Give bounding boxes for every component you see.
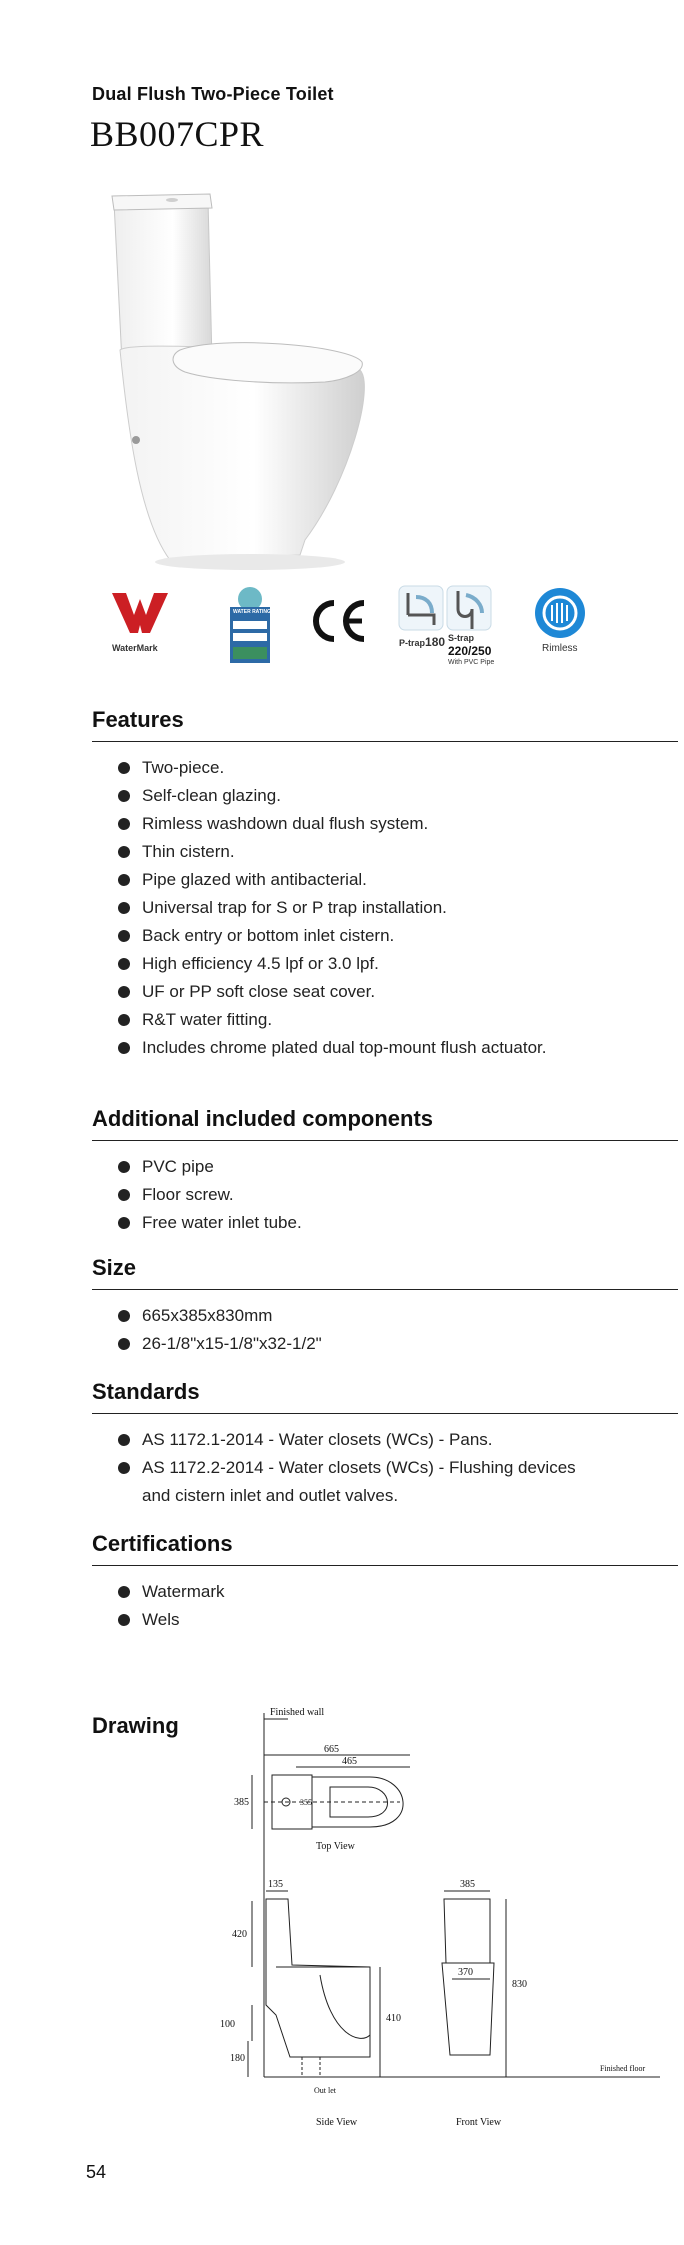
dim-385-top: 385 bbox=[234, 1797, 249, 1808]
dim-180: 180 bbox=[230, 2053, 245, 2064]
standards-section bbox=[92, 1379, 678, 1510]
size-heading: Size bbox=[92, 1255, 678, 1290]
dim-355: 355 bbox=[300, 1798, 312, 1807]
front-view-label: Front View bbox=[456, 2117, 502, 2128]
dim-465: 465 bbox=[342, 1756, 357, 1767]
list-item: AS 1172.1-2014 - Water closets (WCs) - Pans. bbox=[92, 1426, 678, 1454]
list-item: PVC pipe bbox=[92, 1153, 678, 1181]
certifications-list bbox=[92, 1578, 678, 1634]
list-item: Free water inlet tube. bbox=[92, 1209, 678, 1237]
dim-420: 420 bbox=[232, 1929, 247, 1940]
components-list bbox=[92, 1153, 678, 1237]
p-trap-label: P-trap180 bbox=[399, 635, 446, 649]
product-image bbox=[100, 190, 390, 580]
model-number: BB007CPR bbox=[90, 114, 265, 154]
wels-rating-icon bbox=[228, 585, 272, 665]
dim-410: 410 bbox=[386, 2013, 401, 2024]
drawing-heading: Drawing bbox=[92, 1713, 179, 1738]
list-item: Universal trap for S or P trap installation. bbox=[92, 894, 678, 922]
list-item: 26-1/8"x15-1/8"x32-1/2" bbox=[92, 1330, 678, 1358]
standards-heading: Standards bbox=[92, 1379, 678, 1414]
size-section bbox=[92, 1255, 678, 1358]
finished-wall-label: Finished wall bbox=[270, 1707, 325, 1718]
list-item: Thin cistern. bbox=[92, 838, 678, 866]
dim-370: 370 bbox=[458, 1967, 473, 1978]
features-list bbox=[92, 754, 678, 1062]
side-view-label: Side View bbox=[316, 2117, 358, 2128]
components-section bbox=[92, 1106, 678, 1237]
list-item: Floor screw. bbox=[92, 1181, 678, 1209]
list-item-continuation: and cistern inlet and outlet valves. bbox=[142, 1486, 399, 1505]
dim-665: 665 bbox=[324, 1744, 339, 1755]
ce-mark-icon bbox=[306, 597, 368, 645]
certification-icons bbox=[110, 585, 610, 685]
size-list bbox=[92, 1302, 678, 1358]
s-trap-note: With PVC Pipe bbox=[448, 659, 495, 666]
list-item: Self-clean glazing. bbox=[92, 782, 678, 810]
product-subtitle: Dual Flush Two-Piece Toilet bbox=[92, 84, 334, 104]
watermark-label: WaterMark bbox=[112, 643, 158, 653]
rimless-icon bbox=[534, 587, 586, 639]
s-trap-icon bbox=[446, 585, 492, 631]
technical-drawing bbox=[220, 1705, 680, 2155]
list-item: UF or PP soft close seat cover. bbox=[92, 978, 678, 1006]
dim-385-front: 385 bbox=[460, 1879, 475, 1890]
list-item: 665x385x830mm bbox=[92, 1302, 678, 1330]
p-trap-icon bbox=[398, 585, 444, 631]
list-item: AS 1172.2-2014 - Water closets (WCs) - Flushing devices bbox=[92, 1454, 678, 1482]
features-heading: Features bbox=[92, 707, 678, 742]
components-heading: Additional included components bbox=[92, 1106, 678, 1141]
s-trap-value: 220/250 bbox=[448, 644, 492, 658]
s-trap-label: S-trap bbox=[448, 633, 475, 643]
dim-100: 100 bbox=[220, 2019, 235, 2030]
list-item: R&T water fitting. bbox=[92, 1006, 678, 1034]
features-section bbox=[92, 707, 678, 1062]
list-item: Two-piece. bbox=[92, 754, 678, 782]
list-item: Includes chrome plated dual top-mount flush actuator. bbox=[92, 1034, 678, 1062]
certifications-section bbox=[92, 1531, 678, 1634]
list-item: High efficiency 4.5 lpf or 3.0 lpf. bbox=[92, 950, 678, 978]
list-item: Watermark bbox=[92, 1578, 678, 1606]
list-item: Wels bbox=[92, 1606, 678, 1634]
top-view-label: Top View bbox=[316, 1841, 355, 1852]
page-number: 54 bbox=[86, 2162, 107, 2182]
standards-list bbox=[92, 1426, 678, 1510]
dim-135: 135 bbox=[268, 1879, 283, 1890]
wels-label: WATER RATING bbox=[233, 609, 271, 615]
watermark-logo-icon bbox=[110, 585, 170, 641]
list-item: Back entry or bottom inlet cistern. bbox=[92, 922, 678, 950]
certifications-heading: Certifications bbox=[92, 1531, 678, 1566]
finished-floor-label: Finished floor bbox=[600, 2064, 646, 2073]
rimless-label: Rimless bbox=[542, 643, 578, 654]
outlet-label: Out let bbox=[314, 2086, 336, 2095]
list-item: Pipe glazed with antibacterial. bbox=[92, 866, 678, 894]
dim-830: 830 bbox=[512, 1979, 527, 1990]
list-item: Rimless washdown dual flush system. bbox=[92, 810, 678, 838]
